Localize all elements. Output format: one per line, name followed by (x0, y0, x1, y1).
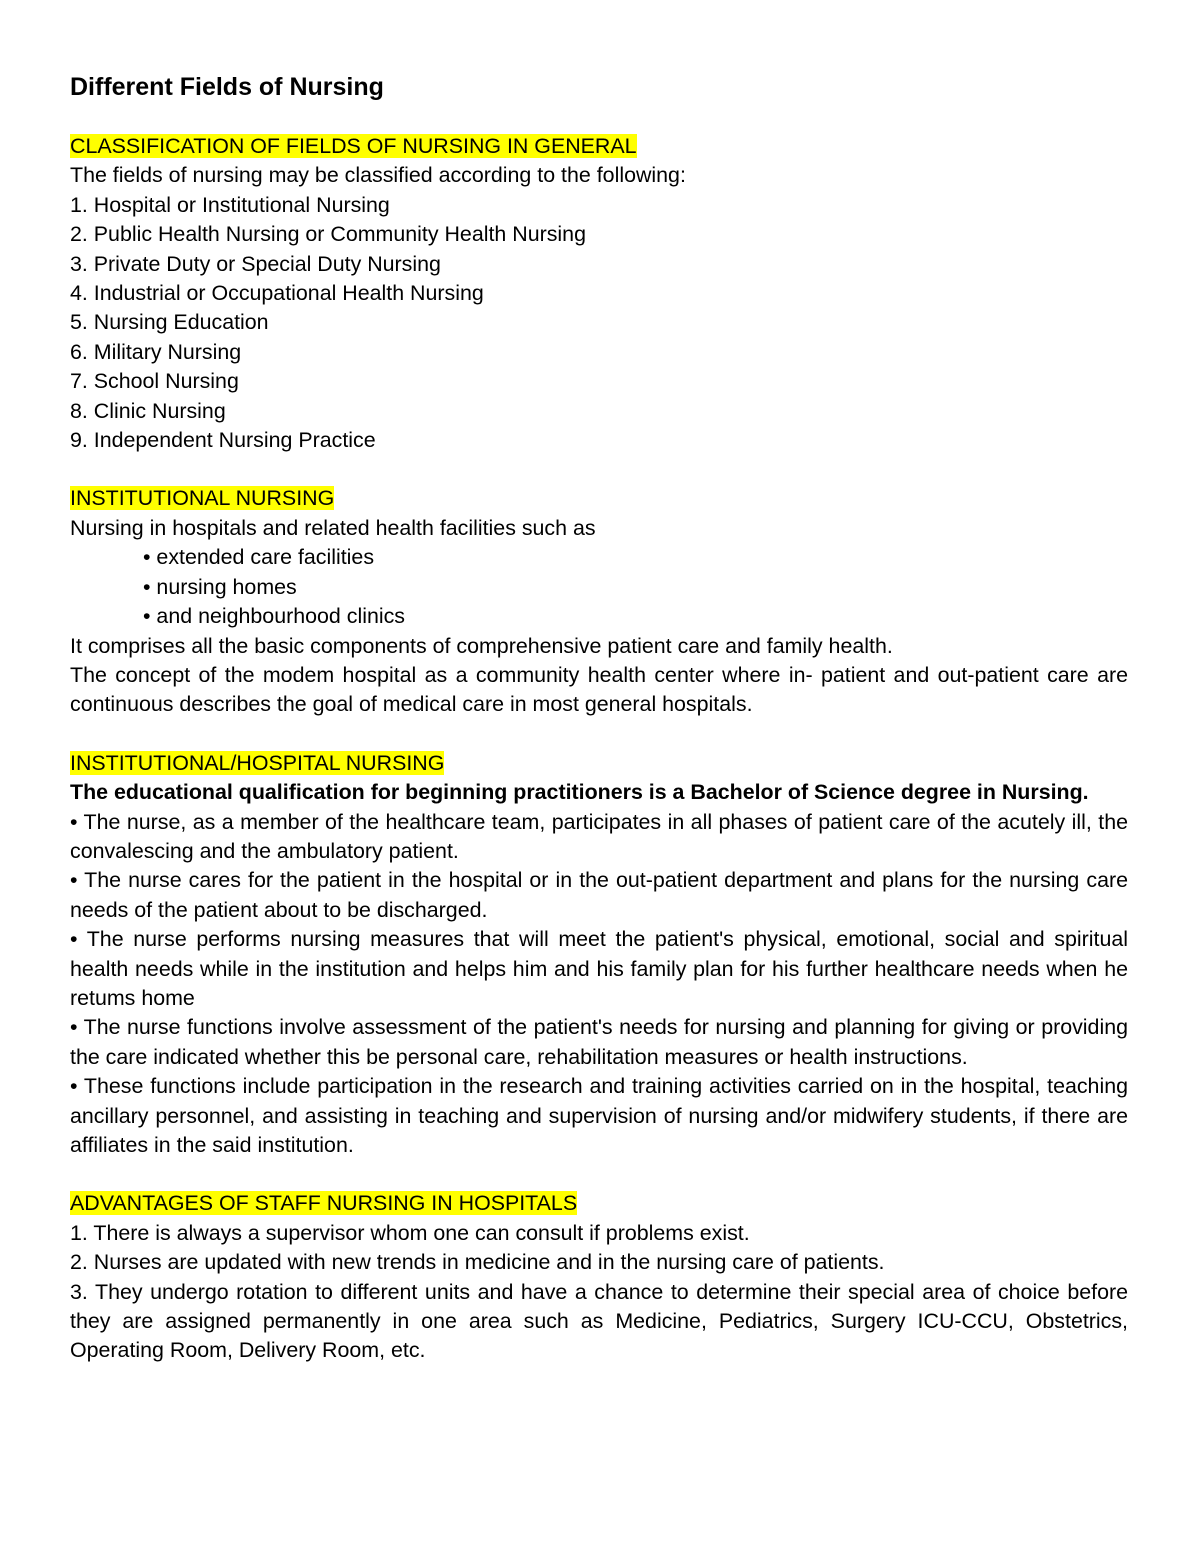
classification-intro: The fields of nursing may be classified according to the following: (70, 163, 686, 188)
qualification-statement: The educational qualification for beginning practitioners is a Bachelor of Science degree in Nursing. (70, 780, 1089, 805)
hospital-heading: INSTITUTIONAL/HOSPITAL NURSING (70, 750, 445, 775)
list-item: 7. School Nursing (70, 369, 239, 394)
list-item: 1. Hospital or Institutional Nursing (70, 192, 390, 217)
institutional-heading: INSTITUTIONAL NURSING (70, 486, 335, 511)
list-item: 5. Nursing Education (70, 310, 269, 335)
document-title: Different Fields of Nursing (70, 73, 384, 101)
paragraph: It comprises all the basic components of comprehensive patient care and family health. (70, 633, 893, 658)
advantages-section (70, 1189, 1128, 1365)
institutional-section (70, 484, 1128, 719)
list-item: 3. They undergo rotation to different units and have a chance to determine their special area of choice before they are assigned permanently in one area such as Medicine, Pediatrics, Surgery ICU-CCU, Obstetrics, Operating Room, Delivery Room, etc. (70, 1279, 1128, 1363)
paragraph: The concept of the modem hospital as a community health center where in- patient and out-patient care are continuous describes the goal of medical care in most general hospitals. (70, 662, 1128, 717)
advantages-heading: ADVANTAGES OF STAFF NURSING IN HOSPITALS (70, 1191, 578, 1216)
list-item: 4. Industrial or Occupational Health Nursing (70, 281, 484, 306)
list-item: 6. Military Nursing (70, 339, 242, 364)
bullet-paragraph: • The nurse functions involve assessment of the patient's needs for nursing and planning for giving or providing the care indicated whether this be personal care, rehabilitation measures or health instructions. (70, 1015, 1128, 1069)
list-item: 2. Public Health Nursing or Community Health Nursing (70, 222, 586, 247)
classification-section (70, 132, 1128, 455)
bullet-item: • nursing homes (143, 574, 297, 599)
hospital-section (70, 749, 1128, 1161)
bullet-item: • and neighbourhood clinics (143, 604, 405, 629)
classification-heading: CLASSIFICATION OF FIELDS OF NURSING IN GENERAL (70, 134, 637, 158)
list-item: 1. There is always a supervisor whom one can consult if problems exist. (70, 1220, 750, 1245)
bullet-paragraph: • The nurse performs nursing measures that will meet the patient's physical, emotional, social and spiritual health needs while in the institution and helps him and his family plan for his further healthcare needs when he retums home (70, 927, 1128, 1010)
list-item: 8. Clinic Nursing (70, 398, 226, 423)
list-item: 9. Independent Nursing Practice (70, 428, 376, 453)
list-item: 2. Nurses are updated with new trends in medicine and in the nursing care of patients. (70, 1250, 885, 1275)
bullet-paragraph: • The nurse cares for the patient in the hospital or in the out-patient department and plans for the nursing care needs of the patient about to be discharged. (70, 868, 1128, 922)
list-item: 3. Private Duty or Special Duty Nursing (70, 251, 441, 276)
institutional-intro: Nursing in hospitals and related health facilities such as (70, 515, 596, 540)
bullet-paragraph: • The nurse, as a member of the healthcare team, participates in all phases of patient care of the acutely ill, the convalescing and the ambulatory patient. (70, 809, 1128, 863)
bullet-item: • extended care facilities (143, 545, 375, 570)
bullet-paragraph: • These functions include participation in the research and training activities carried on in the hospital, teaching ancillary personnel, and assisting in teaching and supervision of nursing and/or midwifery students, if there are affiliates in the said institution. (70, 1074, 1128, 1157)
document-body (70, 70, 1128, 1366)
